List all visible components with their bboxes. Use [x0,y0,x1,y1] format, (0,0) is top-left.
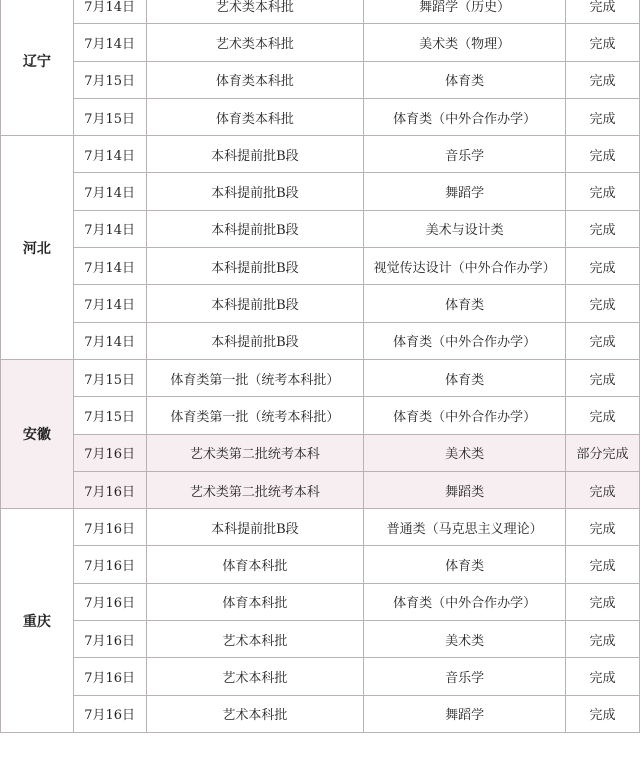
table-row [1,136,640,173]
table-row [1,658,640,695]
category-cell: 音乐学 [364,136,566,173]
province-cell: 河北 [1,136,74,360]
date-cell: 7月14日 [73,248,146,285]
date-cell: 7月16日 [73,583,146,620]
status-cell: 完成 [566,397,640,434]
category-cell: 舞蹈学 [364,695,566,732]
batch-cell: 体育类本科批 [146,98,364,135]
category-cell: 体育类 [364,546,566,583]
category-cell: 舞蹈学 [364,173,566,210]
status-cell: 完成 [566,248,640,285]
date-cell: 7月16日 [73,546,146,583]
category-cell: 体育类（中外合作办学） [364,397,566,434]
batch-cell: 艺术类本科批 [146,24,364,61]
table-row [1,0,640,24]
table-row [1,434,640,471]
date-cell: 7月14日 [73,322,146,359]
category-cell: 美术与设计类 [364,210,566,247]
date-cell: 7月14日 [73,285,146,322]
category-cell: 舞蹈学（历史） [364,0,566,24]
batch-cell: 体育本科批 [146,546,364,583]
date-cell: 7月16日 [73,695,146,732]
batch-cell: 本科提前批B段 [146,509,364,546]
batch-cell: 艺术类本科批 [146,0,364,24]
table-row [1,583,640,620]
table-row [1,397,640,434]
batch-cell: 体育本科批 [146,583,364,620]
batch-cell: 体育类第一批（统考本科批） [146,397,364,434]
date-cell: 7月14日 [73,136,146,173]
status-cell: 完成 [566,546,640,583]
status-cell: 完成 [566,24,640,61]
date-cell: 7月15日 [73,61,146,98]
batch-cell: 本科提前批B段 [146,322,364,359]
category-cell: 美术类（物理） [364,24,566,61]
category-cell: 视觉传达设计（中外合作办学） [364,248,566,285]
table-body [1,0,640,732]
province-cell: 安徽 [1,359,74,508]
status-cell: 完成 [566,0,640,24]
batch-cell: 体育类第一批（统考本科批） [146,359,364,396]
category-cell: 音乐学 [364,658,566,695]
province-cell: 重庆 [1,509,74,733]
status-cell: 完成 [566,695,640,732]
date-cell: 7月15日 [73,397,146,434]
table-row [1,24,640,61]
date-cell: 7月15日 [73,359,146,396]
status-cell: 部分完成 [566,434,640,471]
category-cell: 体育类（中外合作办学） [364,98,566,135]
category-cell: 体育类（中外合作办学） [364,583,566,620]
table-row [1,61,640,98]
category-cell: 体育类 [364,359,566,396]
date-cell: 7月16日 [73,621,146,658]
status-cell: 完成 [566,583,640,620]
batch-cell: 艺术类第二批统考本科 [146,434,364,471]
date-cell: 7月16日 [73,658,146,695]
category-cell: 美术类 [364,434,566,471]
batch-cell: 艺术本科批 [146,695,364,732]
batch-cell: 本科提前批B段 [146,210,364,247]
category-cell: 美术类 [364,621,566,658]
status-cell: 完成 [566,285,640,322]
table-row [1,509,640,546]
batch-cell: 本科提前批B段 [146,248,364,285]
batch-cell: 艺术类第二批统考本科 [146,471,364,508]
batch-cell: 艺术本科批 [146,658,364,695]
status-cell: 完成 [566,322,640,359]
date-cell: 7月16日 [73,509,146,546]
table-row [1,322,640,359]
batch-cell: 本科提前批B段 [146,285,364,322]
status-cell: 完成 [566,359,640,396]
date-cell: 7月16日 [73,471,146,508]
table-row [1,471,640,508]
status-cell: 完成 [566,658,640,695]
status-cell: 完成 [566,98,640,135]
category-cell: 普通类（马克思主义理论） [364,509,566,546]
category-cell: 舞蹈类 [364,471,566,508]
category-cell: 体育类（中外合作办学） [364,322,566,359]
status-cell: 完成 [566,210,640,247]
batch-cell: 本科提前批B段 [146,173,364,210]
status-cell: 完成 [566,621,640,658]
status-cell: 完成 [566,471,640,508]
table-row [1,285,640,322]
date-cell: 7月14日 [73,210,146,247]
batch-cell: 艺术本科批 [146,621,364,658]
date-cell: 7月14日 [73,24,146,61]
province-cell: 辽宁 [1,0,74,136]
table-row [1,173,640,210]
date-cell: 7月15日 [73,98,146,135]
table-row [1,98,640,135]
table-row [1,359,640,396]
table-row [1,210,640,247]
date-cell: 7月14日 [73,173,146,210]
date-cell: 7月14日 [73,0,146,24]
status-cell: 完成 [566,509,640,546]
batch-cell: 体育类本科批 [146,61,364,98]
batch-cell: 本科提前批B段 [146,136,364,173]
table-row [1,248,640,285]
status-cell: 完成 [566,61,640,98]
status-cell: 完成 [566,173,640,210]
category-cell: 体育类 [364,61,566,98]
date-cell: 7月16日 [73,434,146,471]
table-row [1,546,640,583]
table-row [1,695,640,732]
table-row [1,621,640,658]
status-cell: 完成 [566,136,640,173]
category-cell: 体育类 [364,285,566,322]
